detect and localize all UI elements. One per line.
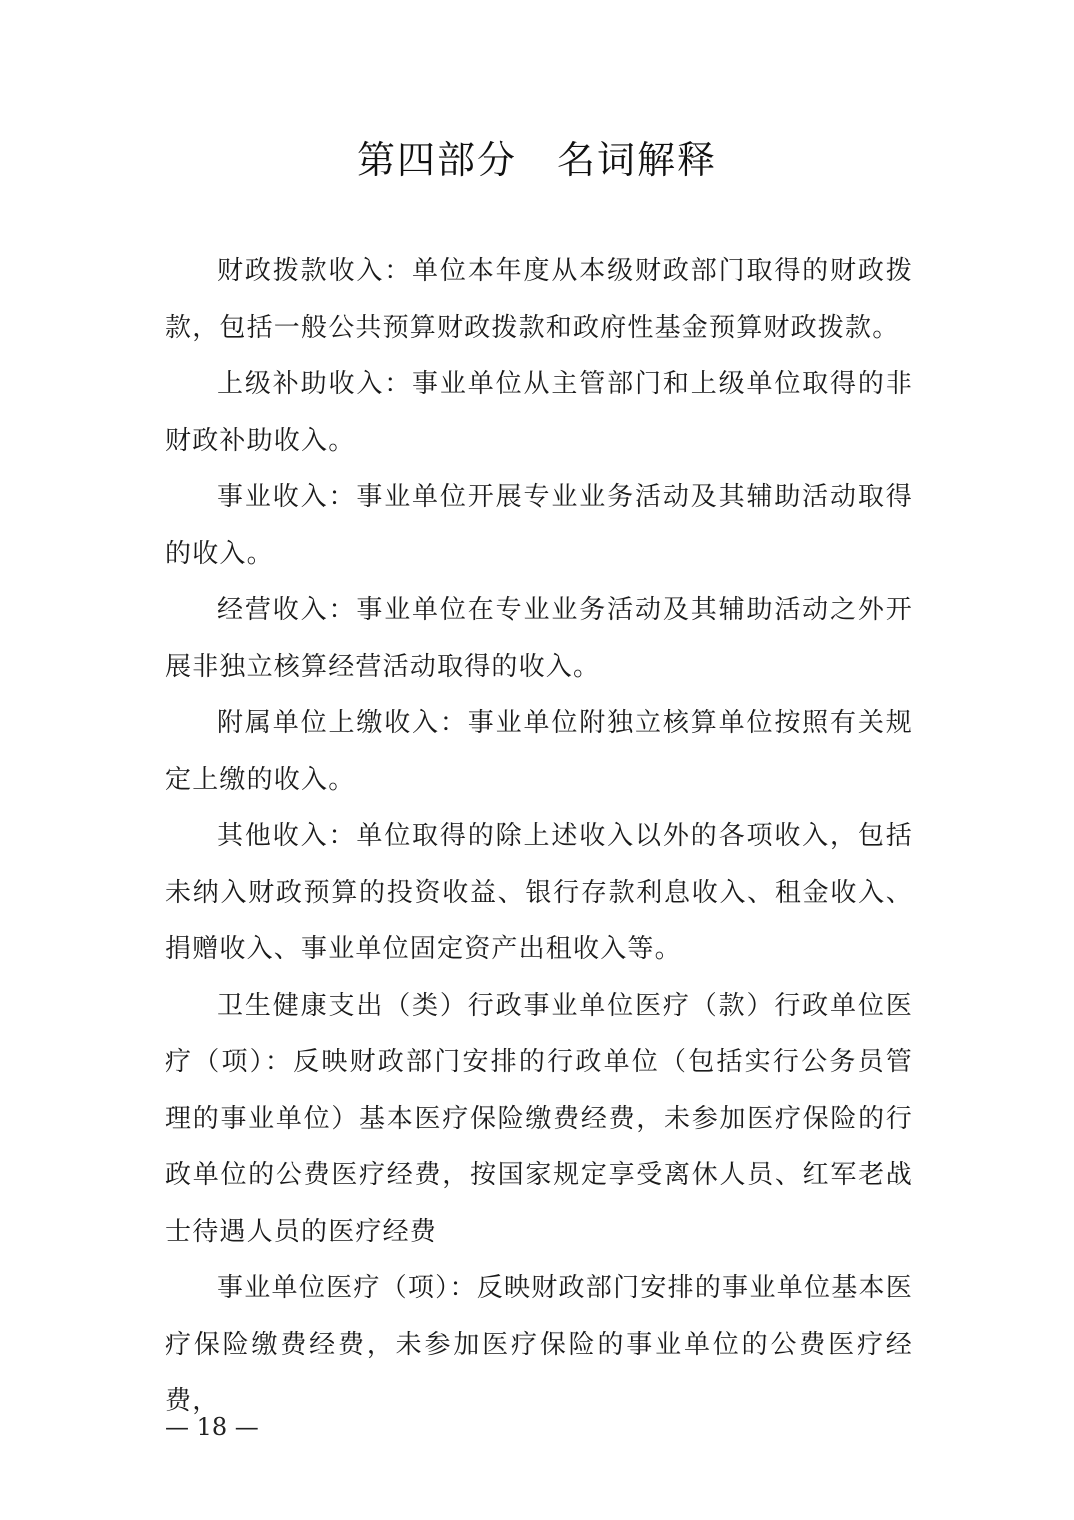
paragraph-business-income: 事业收入：事业单位开展专业业务活动及其辅助活动取得的收入。 <box>165 482 913 569</box>
document-body <box>165 243 913 1430</box>
page-title: 第四部分 名词解释 <box>356 138 717 182</box>
paragraph-institution-medical: 事业单位医疗（项）：反映财政部门安排的事业单位基本医疗保险缴费经费，未参加医疗保险的事业单位的公费医疗经费， <box>165 1273 913 1416</box>
paragraph-superior-subsidy-income: 上级补助收入：事业单位从主管部门和上级单位取得的非财政补助收入。 <box>165 369 913 456</box>
paragraph-fiscal-appropriation-income: 财政拨款收入：单位本年度从本级财政部门取得的财政拨款，包括一般公共预算财政拨款和政府性基金预算财政拨款。 <box>165 256 913 343</box>
page-number: — 18 — <box>165 1413 259 1441</box>
paragraph-health-expenditure: 卫生健康支出（类）行政事业单位医疗（款）行政单位医疗（项）：反映财政部门安排的行政单位（包括实行公务员管理的事业单位）基本医疗保险缴费经费，未参加医疗保险的行政单位的公费医疗经费，按国家规定享受离休人员、红军老战士待遇人员的医疗经费 <box>165 990 913 1247</box>
paragraph-affiliated-unit-income: 附属单位上缴收入：事业单位附独立核算单位按照有关规定上缴的收入。 <box>165 708 913 795</box>
paragraph-operating-income: 经营收入：事业单位在专业业务活动及其辅助活动之外开展非独立核算经营活动取得的收入。 <box>165 595 913 682</box>
paragraph-other-income: 其他收入：单位取得的除上述收入以外的各项收入，包括未纳入财政预算的投资收益、银行存款利息收入、租金收入、捐赠收入、事业单位固定资产出租收入等。 <box>165 821 913 964</box>
